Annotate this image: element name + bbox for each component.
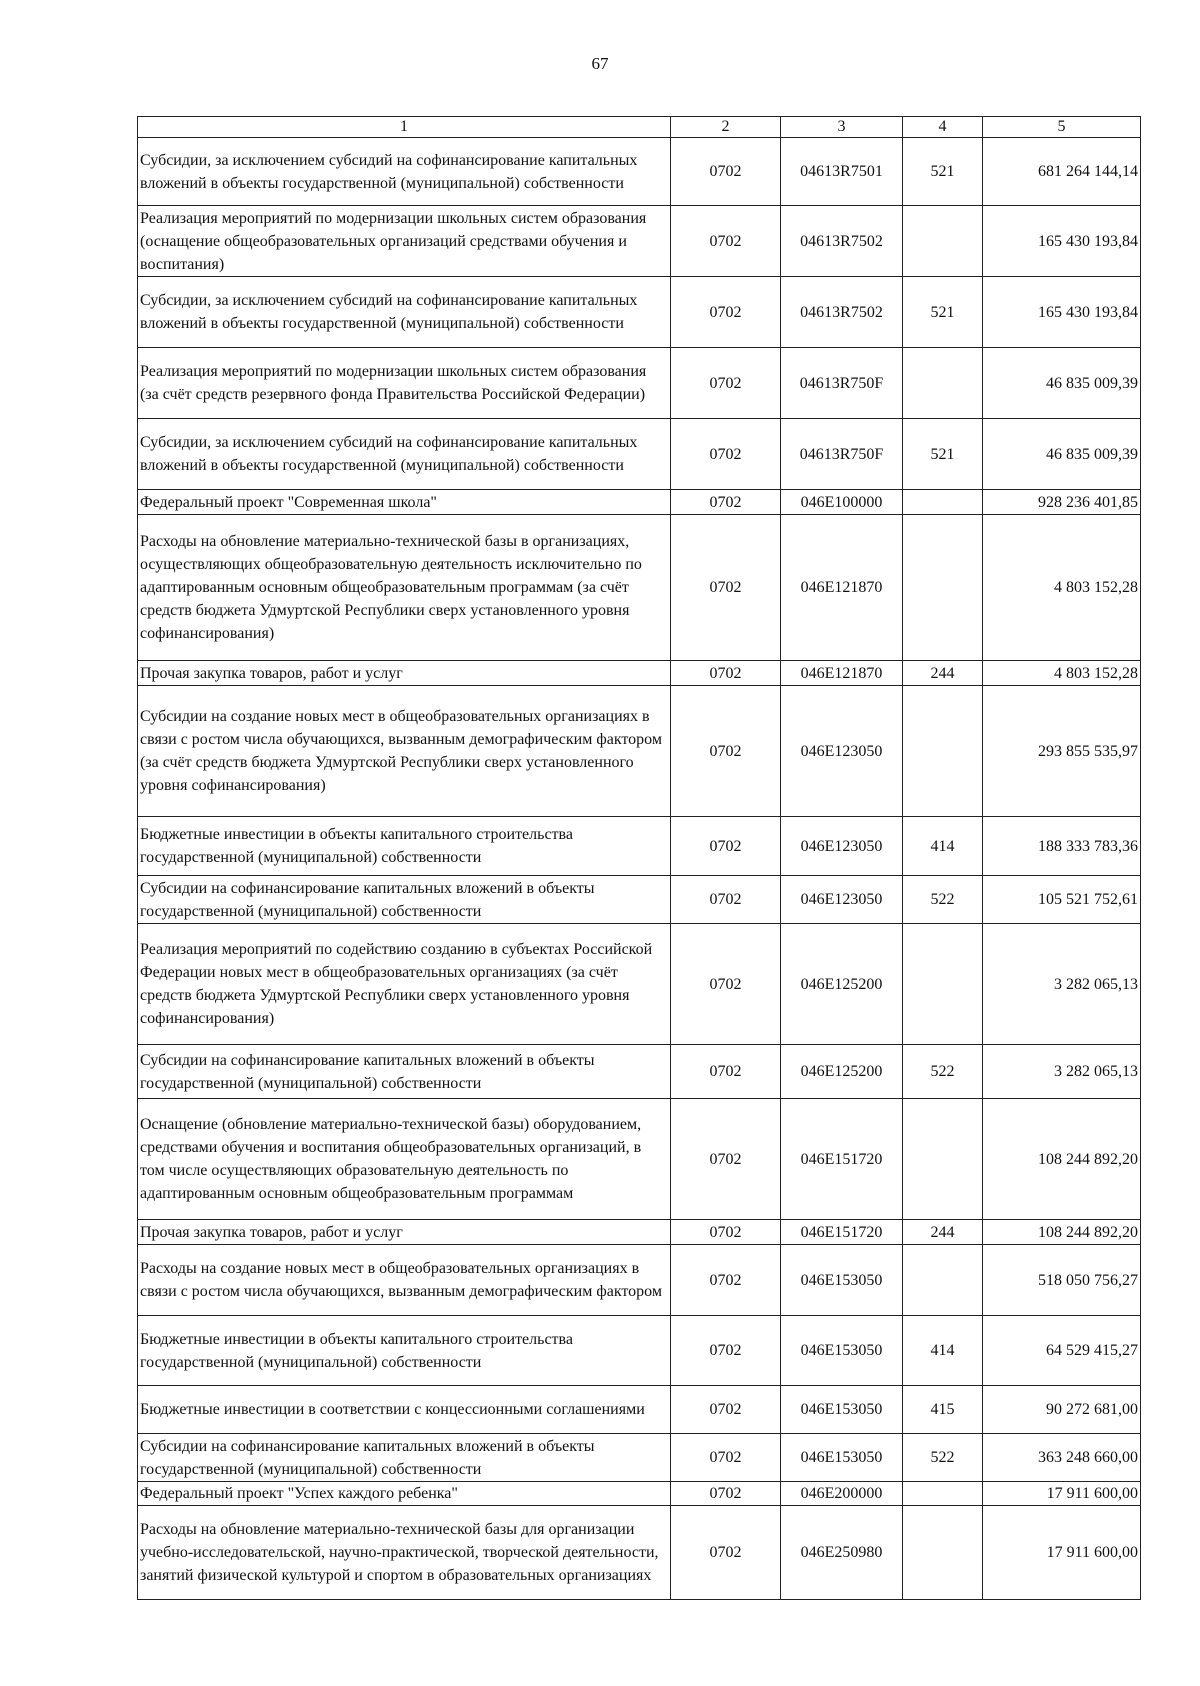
row-code: 046E200000 [781,1482,903,1506]
row-name: Прочая закупка товаров, работ и услуг [138,661,671,686]
row-type: 521 [903,419,983,490]
row-amount: 17 911 600,00 [983,1482,1141,1506]
row-type: 521 [903,277,983,348]
row-type [903,348,983,419]
row-type [903,1506,983,1600]
row-amount: 64 529 415,27 [983,1316,1141,1386]
table-row [138,661,1141,686]
row-type: 521 [903,138,983,206]
row-code: 04613R7502 [781,277,903,348]
row-code: 046E121870 [781,661,903,686]
page-number: 67 [591,54,609,73]
row-type [903,1482,983,1506]
row-section: 0702 [671,661,781,686]
row-amount: 108 244 892,20 [983,1220,1141,1245]
row-section: 0702 [671,1386,781,1434]
row-name: Субсидии на создание новых мест в общеобразовательных организациях в связи с ростом числа обучающихся, вызванным демографическим фактором (за счёт средств бюджета Удмуртской Республики сверх установленного уровня софинансирования) [138,686,671,817]
row-code: 046E125200 [781,1045,903,1099]
row-amount: 46 835 009,39 [983,419,1141,490]
row-name: Реализация мероприятий по модернизации школьных систем образования (оснащение общеобразовательных организаций средствами обучения и воспитания) [138,206,671,277]
row-name: Субсидии, за исключением субсидий на софинансирование капитальных вложений в объекты государственной (муниципальной) собственности [138,419,671,490]
row-name: Субсидии, за исключением субсидий на софинансирование капитальных вложений в объекты государственной (муниципальной) собственности [138,277,671,348]
table-header-row [138,117,1141,138]
row-amount: 518 050 756,27 [983,1245,1141,1316]
header-col-5: 5 [983,117,1141,138]
row-type [903,924,983,1045]
row-name: Субсидии, за исключением субсидий на софинансирование капитальных вложений в объекты государственной (муниципальной) собственности [138,138,671,206]
row-name: Федеральный проект "Современная школа" [138,490,671,515]
row-amount: 3 282 065,13 [983,1045,1141,1099]
table-row [138,1434,1141,1482]
row-name: Субсидии на софинансирование капитальных вложений в объекты государственной (муниципальной) собственности [138,1045,671,1099]
row-type [903,1099,983,1220]
row-section: 0702 [671,876,781,924]
row-code: 046E153050 [781,1386,903,1434]
row-amount: 165 430 193,84 [983,277,1141,348]
row-name: Прочая закупка товаров, работ и услуг [138,1220,671,1245]
row-name: Бюджетные инвестиции в объекты капитального строительства государственной (муниципальной) собственности [138,817,671,876]
row-amount: 4 803 152,28 [983,661,1141,686]
row-code: 046E151720 [781,1220,903,1245]
row-name: Реализация мероприятий по содействию созданию в субъектах Российской Федерации новых мест в общеобразовательных организациях (за счёт средств бюджета Удмуртской Республики сверх установленного уровня софинансирования) [138,924,671,1045]
row-amount: 105 521 752,61 [983,876,1141,924]
row-type: 244 [903,1220,983,1245]
header-col-2: 2 [671,117,781,138]
row-name: Расходы на создание новых мест в общеобразовательных организациях в связи с ростом числа обучающихся, вызванным демографическим фактором [138,1245,671,1316]
header-col-4: 4 [903,117,983,138]
table-row [138,924,1141,1045]
row-section: 0702 [671,1506,781,1600]
table-row [138,1482,1141,1506]
row-code: 046E153050 [781,1316,903,1386]
row-section: 0702 [671,1220,781,1245]
row-name: Расходы на обновление материально-технической базы в организациях, осуществляющих общеобразовательную деятельность исключительно по адаптированным основным общеобразовательным программам (за счёт средств бюджета Удмуртской Республики сверх установленного уровня софинансирования) [138,515,671,661]
row-section: 0702 [671,1245,781,1316]
table-row [138,817,1141,876]
row-amount: 17 911 600,00 [983,1506,1141,1600]
table-row [138,515,1141,661]
row-type [903,686,983,817]
row-code: 046E123050 [781,817,903,876]
row-amount: 165 430 193,84 [983,206,1141,277]
row-type: 414 [903,817,983,876]
row-type [903,515,983,661]
row-code: 046E125200 [781,924,903,1045]
table-row [138,138,1141,206]
row-code: 046E153050 [781,1434,903,1482]
row-type: 414 [903,1316,983,1386]
row-name: Федеральный проект "Успех каждого ребенка" [138,1482,671,1506]
row-amount: 3 282 065,13 [983,924,1141,1045]
row-amount: 90 272 681,00 [983,1386,1141,1434]
row-name: Реализация мероприятий по модернизации школьных систем образования (за счёт средств резервного фонда Правительства Российской Федерации) [138,348,671,419]
row-section: 0702 [671,1316,781,1386]
row-code: 04613R7502 [781,206,903,277]
row-amount: 681 264 144,14 [983,138,1141,206]
row-type: 522 [903,876,983,924]
row-type [903,206,983,277]
row-amount: 293 855 535,97 [983,686,1141,817]
row-type: 415 [903,1386,983,1434]
row-section: 0702 [671,924,781,1045]
row-name: Субсидии на софинансирование капитальных вложений в объекты государственной (муниципальной) собственности [138,1434,671,1482]
row-section: 0702 [671,686,781,817]
row-amount: 928 236 401,85 [983,490,1141,515]
row-section: 0702 [671,277,781,348]
table-row [138,206,1141,277]
row-code: 04613R7501 [781,138,903,206]
row-section: 0702 [671,817,781,876]
row-amount: 46 835 009,39 [983,348,1141,419]
header-col-3: 3 [781,117,903,138]
budget-table [137,116,1141,1600]
table-row [138,686,1141,817]
row-code: 046E123050 [781,876,903,924]
header-col-1: 1 [138,117,671,138]
row-section: 0702 [671,1045,781,1099]
row-name: Бюджетные инвестиции в объекты капитального строительства государственной (муниципальной) собственности [138,1316,671,1386]
row-section: 0702 [671,419,781,490]
table-row [138,1245,1141,1316]
row-type [903,1245,983,1316]
row-section: 0702 [671,206,781,277]
row-code: 04613R750F [781,419,903,490]
row-code: 04613R750F [781,348,903,419]
row-section: 0702 [671,138,781,206]
table-row [138,1099,1141,1220]
row-amount: 108 244 892,20 [983,1099,1141,1220]
row-name: Расходы на обновление материально-технической базы для организации учебно-исследовательской, научно-практической, творческой деятельности, занятий физической культурой и спортом в образовательных организациях [138,1506,671,1600]
table-row [138,1386,1141,1434]
row-code: 046E100000 [781,490,903,515]
table-row [138,1220,1141,1245]
row-section: 0702 [671,1434,781,1482]
row-name: Бюджетные инвестиции в соответствии с концессионными соглашениями [138,1386,671,1434]
row-section: 0702 [671,348,781,419]
table-row [138,876,1141,924]
row-code: 046E151720 [781,1099,903,1220]
row-name: Оснащение (обновление материально-технической базы) оборудованием, средствами обучения и воспитания общеобразовательных организаций, в том числе осуществляющих образовательную деятельность по адаптированным основным общеобразовательным программам [138,1099,671,1220]
table-row [138,348,1141,419]
row-section: 0702 [671,490,781,515]
row-name: Субсидии на софинансирование капитальных вложений в объекты государственной (муниципальной) собственности [138,876,671,924]
row-code: 046E250980 [781,1506,903,1600]
row-amount: 363 248 660,00 [983,1434,1141,1482]
table-row [138,277,1141,348]
row-section: 0702 [671,1482,781,1506]
row-type: 522 [903,1045,983,1099]
row-section: 0702 [671,1099,781,1220]
row-amount: 4 803 152,28 [983,515,1141,661]
table-row [138,419,1141,490]
row-code: 046E153050 [781,1245,903,1316]
row-code: 046E123050 [781,686,903,817]
table-row [138,1316,1141,1386]
table-row [138,1506,1141,1600]
row-type: 244 [903,661,983,686]
table-row [138,490,1141,515]
row-type [903,490,983,515]
row-type: 522 [903,1434,983,1482]
row-amount: 188 333 783,36 [983,817,1141,876]
table-row [138,1045,1141,1099]
row-section: 0702 [671,515,781,661]
row-code: 046E121870 [781,515,903,661]
